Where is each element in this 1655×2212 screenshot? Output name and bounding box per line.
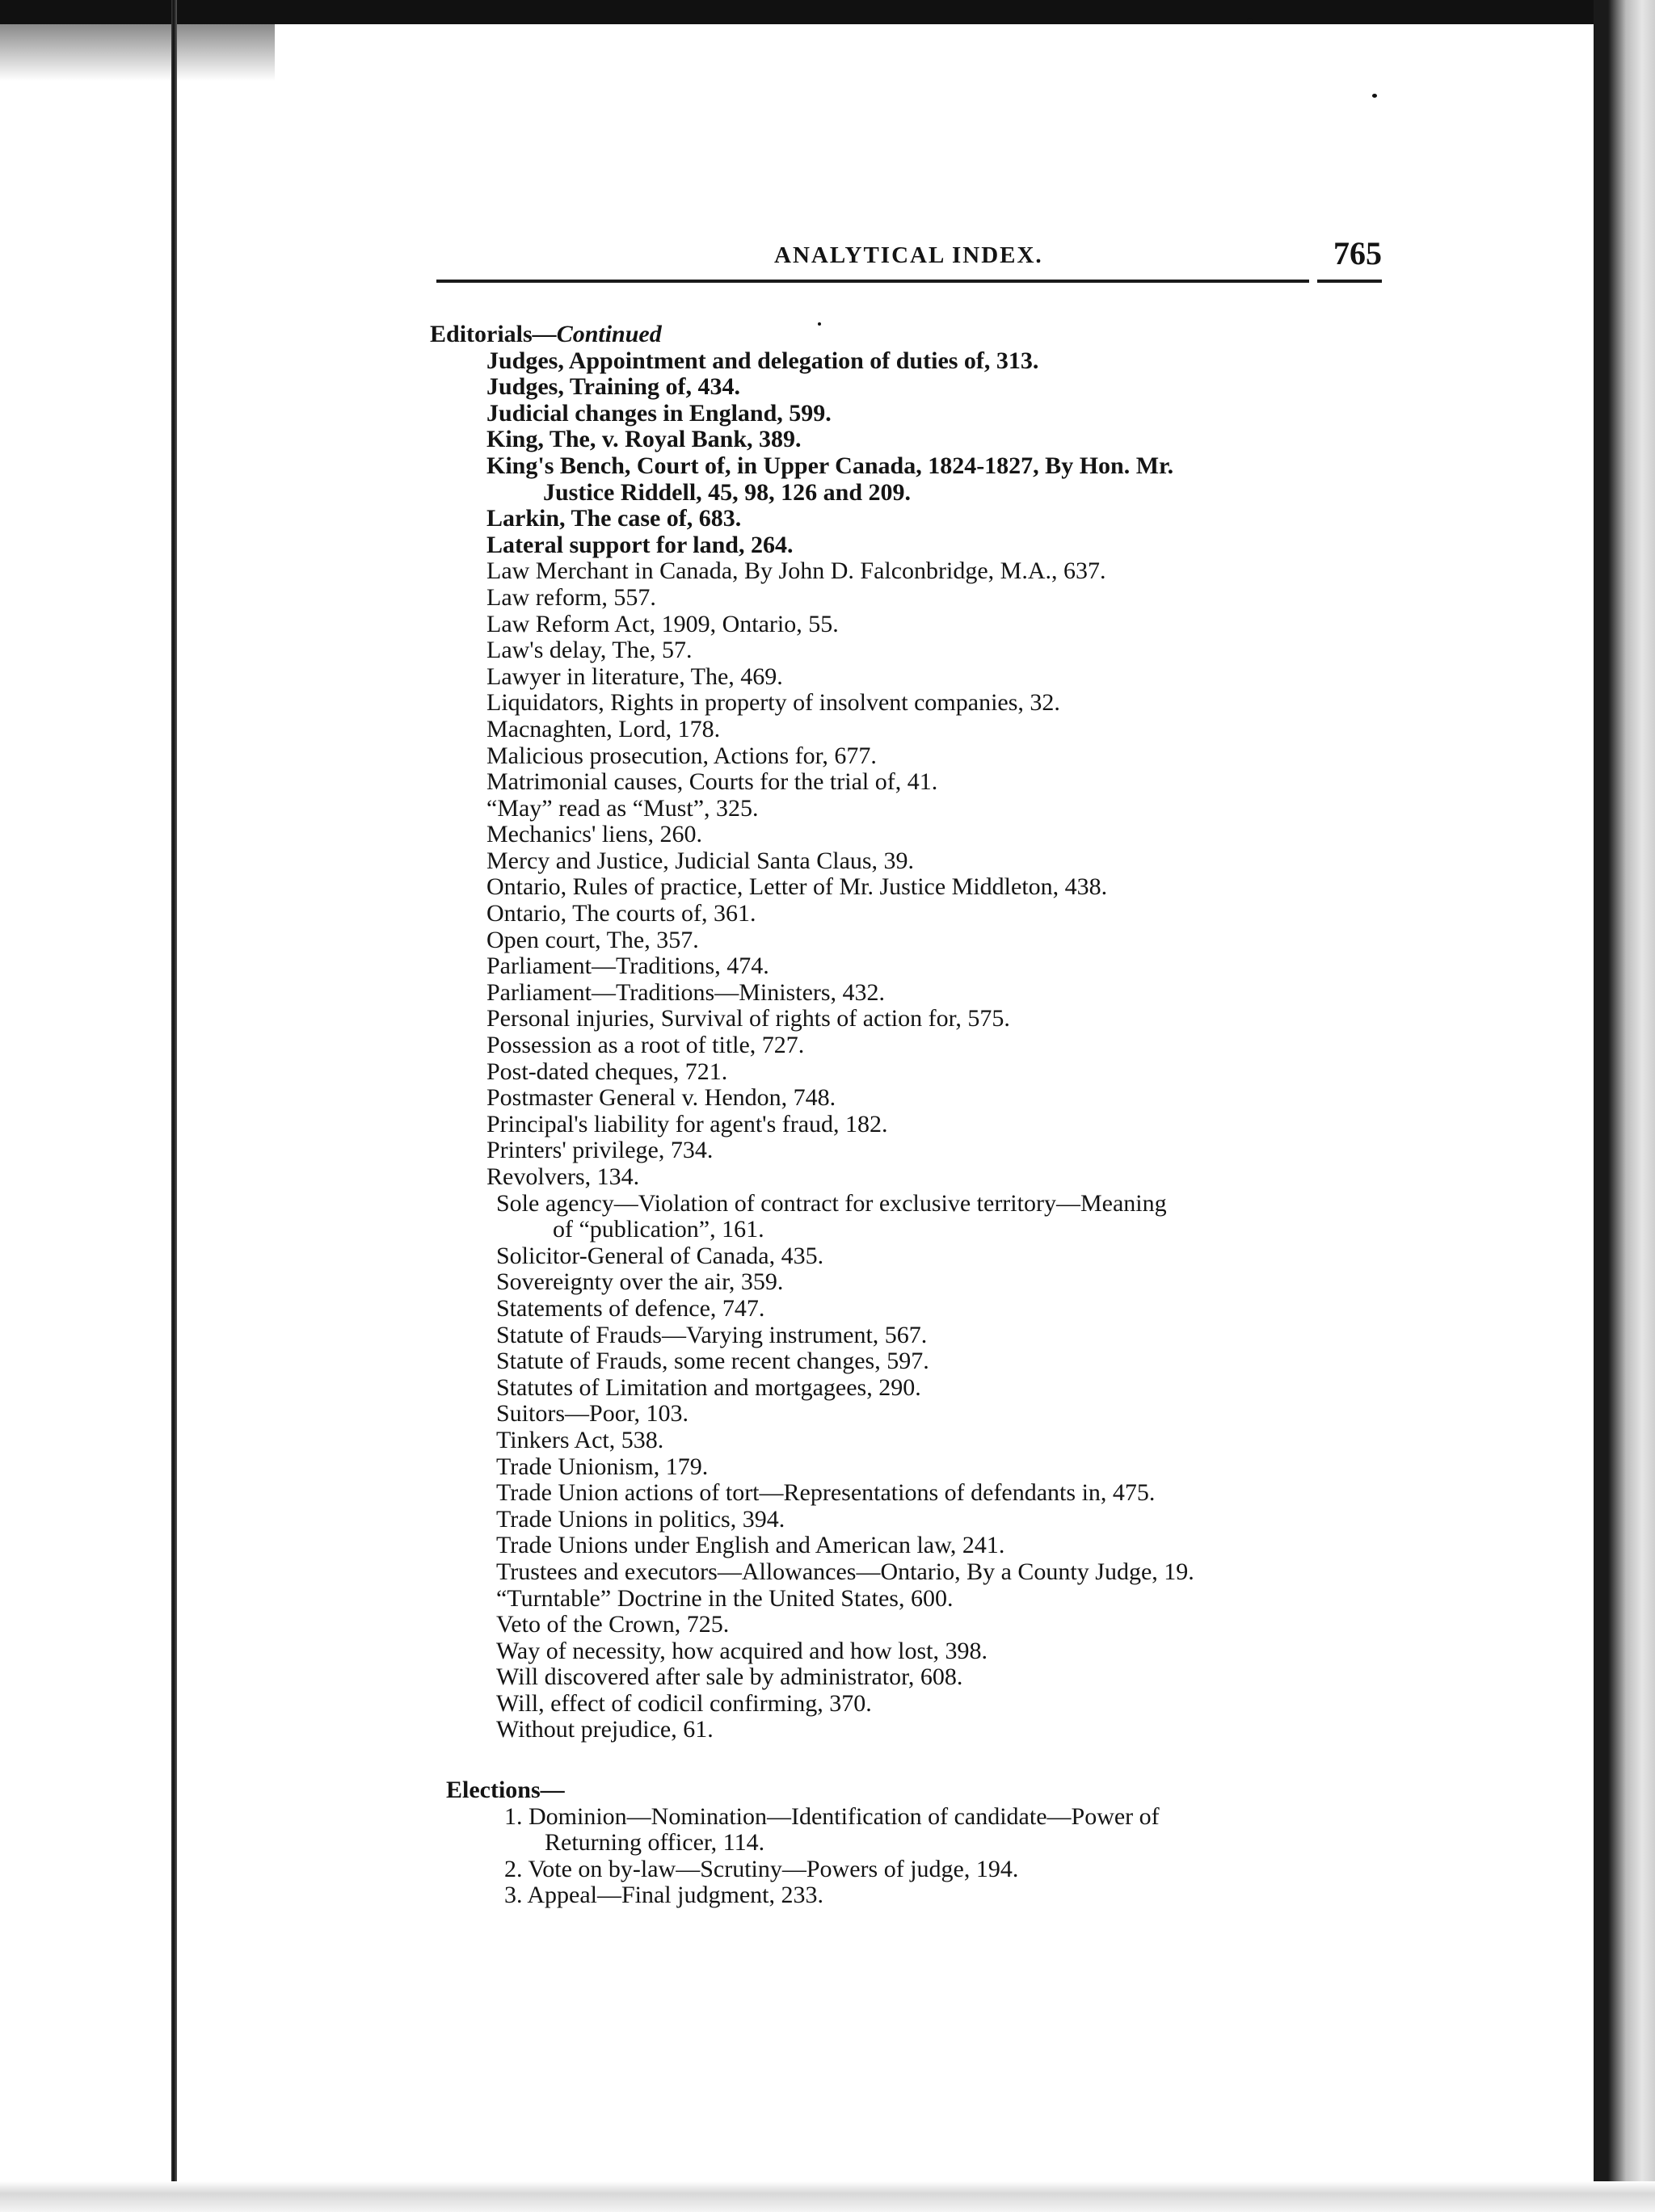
index-entry: Way of necessity, how acquired and how lost, 398. (496, 1637, 988, 1664)
index-entry: Solicitor-General of Canada, 435. (496, 1242, 824, 1269)
index-entry: Principal's liability for agent's fraud, 182. (486, 1110, 888, 1138)
scan-speck (1247, 18, 1253, 23)
index-entry: Sovereignty over the air, 359. (496, 1268, 784, 1296)
index-entry: Postmaster General v. Hendon, 748. (486, 1084, 836, 1112)
index-entry: Will discovered after sale by administrator, 608. (496, 1663, 963, 1691)
index-entry: Personal injuries, Survival of rights of action for, 575. (486, 1005, 1010, 1032)
index-entry: Suitors—Poor, 103. (496, 1400, 689, 1428)
index-entry: Ontario, Rules of practice, Letter of Mr. Justice Middleton, 438. (486, 873, 1108, 901)
index-entry: Law's delay, The, 57. (486, 637, 693, 664)
index-entry: King, The, v. Royal Bank, 389. (486, 426, 802, 453)
index-entry: Larkin, The case of, 683. (486, 505, 742, 532)
section-heading-elections: Elections— (446, 1777, 565, 1804)
index-entry: Lateral support for land, 264. (486, 531, 794, 558)
section-heading-editorials: Editorials—Continued (430, 321, 662, 347)
index-entry: Statute of Frauds—Varying instrument, 567. (496, 1321, 928, 1348)
header-title: ANALYTICAL INDEX. (774, 242, 1043, 268)
index-entry-continuation: Justice Riddell, 45, 98, 126 and 209. (543, 478, 912, 506)
running-header (436, 234, 1382, 283)
index-entry: Mechanics' liens, 260. (486, 821, 703, 848)
index-entry: Without prejudice, 61. (496, 1716, 714, 1743)
index-entry: Judicial changes in England, 599. (486, 399, 832, 427)
index-entry: Parliament—Traditions, 474. (486, 953, 769, 980)
index-entry: Trustees and executors—Allowances—Ontario, By a County Judge, 19. (496, 1558, 1194, 1585)
index-body (430, 322, 1400, 1909)
scan-right-edge (1594, 0, 1655, 2212)
numbered-entry: 2. Vote on by-law—Scrutiny—Powers of judge, 194. (504, 1855, 1019, 1882)
scan-bottom-edge (0, 2181, 1655, 2212)
page-binding-edge (171, 0, 177, 2212)
index-entry: Will, effect of codicil confirming, 370. (496, 1689, 872, 1717)
numbered-entry: 3. Appeal—Final judgment, 233. (504, 1882, 823, 1909)
index-entry: Matrimonial causes, Courts for the trial of, 41. (486, 768, 938, 796)
index-entry: Macnaghten, Lord, 178. (486, 715, 721, 742)
index-entry: Trade Unions under English and American law, 241. (496, 1532, 1005, 1559)
index-entry: Post-dated cheques, 721. (486, 1058, 728, 1085)
section-gap (430, 1743, 1400, 1777)
numbered-entry: 1. Dominion—Nomination—Identification of candidate—Power of (504, 1802, 1160, 1830)
scan-top-edge (0, 0, 1655, 24)
header-rule (436, 280, 1309, 283)
index-entry: Statute of Frauds, some recent changes, 597. (496, 1348, 929, 1375)
index-entry: King's Bench, Court of, in Upper Canada, 1824-1827, By Hon. Mr. (486, 452, 1174, 479)
index-entry: Trade Union actions of tort—Representations of defendants in, 475. (496, 1479, 1156, 1507)
index-entry: Statements of defence, 747. (496, 1294, 765, 1322)
index-entry: Parliament—Traditions—Ministers, 432. (486, 978, 886, 1006)
index-entry: Statutes of Limitation and mortgagees, 290. (496, 1373, 921, 1401)
scan-top-shadow (0, 24, 275, 81)
index-entry: Printers' privilege, 734. (486, 1137, 714, 1164)
page-number: 765 (1333, 235, 1382, 271)
numbered-entry-continuation: Returning officer, 114. (545, 1829, 765, 1857)
index-entry-continuation: of “publication”, 161. (553, 1216, 764, 1243)
index-entry: Law Reform Act, 1909, Ontario, 55. (486, 610, 839, 637)
index-entry: Judges, Appointment and delegation of duties of, 313. (486, 347, 1039, 374)
index-entry: Tinkers Act, 538. (496, 1426, 664, 1453)
index-entry: Trade Unions in politics, 394. (496, 1505, 785, 1533)
index-entry: Malicious prosecution, Actions for, 677. (486, 742, 877, 769)
scan-speck (1372, 94, 1377, 98)
index-entry: Law reform, 557. (486, 583, 656, 611)
index-entry: Law Merchant in Canada, By John D. Falconbridge, M.A., 637. (486, 557, 1106, 585)
index-entry: Lawyer in literature, The, 469. (486, 662, 783, 690)
index-entry: Open court, The, 357. (486, 926, 699, 953)
header-rule (1317, 280, 1382, 283)
index-entry: “Turntable” Doctrine in the United States, 600. (496, 1584, 954, 1612)
index-entry: Possession as a root of title, 727. (486, 1032, 805, 1059)
index-entry: Mercy and Justice, Judicial Santa Claus, 39. (486, 847, 915, 874)
index-entry: Ontario, The courts of, 361. (486, 900, 756, 927)
index-entry: Liquidators, Rights in property of insolvent companies, 32. (486, 689, 1060, 717)
index-entry: Veto of the Crown, 725. (496, 1611, 730, 1638)
index-entry: Trade Unionism, 179. (496, 1453, 709, 1480)
index-entry: Judges, Training of, 434. (486, 373, 740, 401)
index-entry: Sole agency—Violation of contract for exclusive territory—Meaning (496, 1189, 1167, 1217)
index-entry: Revolvers, 134. (486, 1163, 640, 1190)
index-entry: “May” read as “Must”, 325. (486, 794, 759, 822)
